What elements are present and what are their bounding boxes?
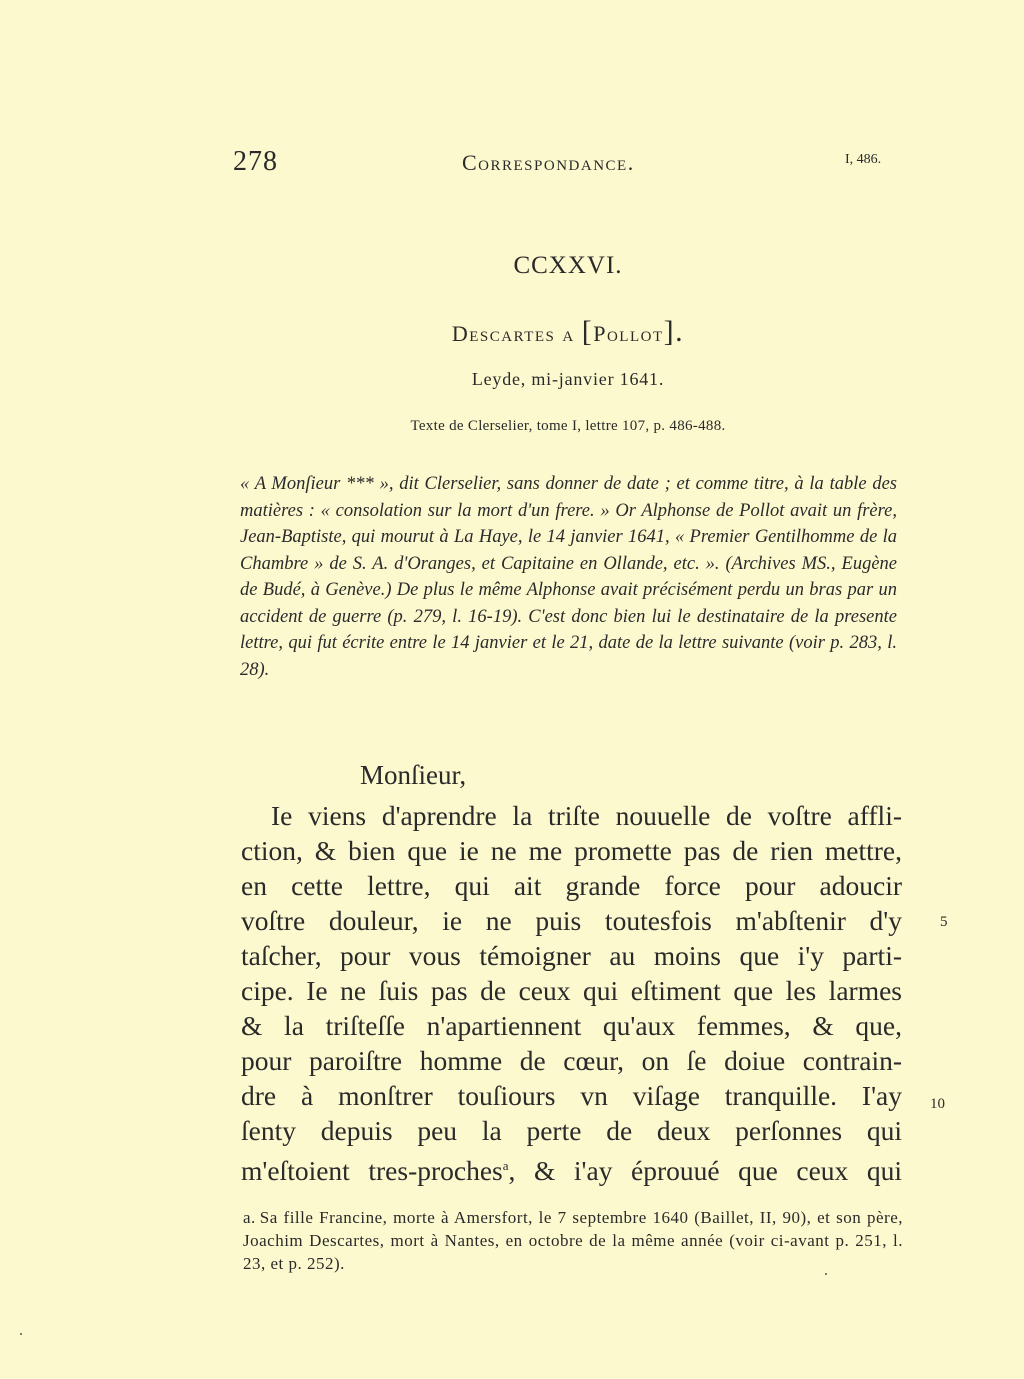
body-line-8: pour paroiſtre homme de cœur, on ſe doiue contrain- — [241, 1045, 902, 1076]
letter-number: CCXXVI. — [513, 252, 623, 279]
scan-speck — [825, 1273, 827, 1275]
page-reference: I, 486. — [845, 152, 882, 167]
page-number: 278 — [233, 146, 278, 177]
bracket-open: [ — [581, 315, 594, 348]
footnote-ref: a — [502, 1158, 509, 1173]
body-line-7: & la triſteſſe n'apartiennent qu'aux femmes, & que, — [241, 1010, 902, 1041]
footnote-marker: a. — [243, 1208, 256, 1227]
body-line-2: ction, & bien que ie ne me promette pas de rien mettre, — [241, 835, 902, 866]
letter-title-prefix: Descartes a — [451, 321, 575, 346]
body-line-6: cipe. Ie ne ſuis pas de ceux qui eſtiment que les larmes — [241, 975, 902, 1006]
body-line-5: taſcher, pour vous témoigner au moins que i'y parti- — [241, 940, 902, 971]
letter-recipient: Pollot — [593, 321, 664, 346]
line-number-5: 5 — [940, 914, 948, 930]
body-line-3: en cette lettre, qui ait grande force pour adoucir — [241, 870, 902, 901]
body-line-10: ſenty depuis peu la perte de deux perſonnes qui — [241, 1115, 902, 1146]
footnote — [243, 1206, 903, 1275]
body-line-11-start: m'eſtoient tres-proches — [241, 1155, 503, 1187]
bracket-close: ]. — [663, 315, 685, 348]
letter-place-date: Leyde, mi-janvier 1641. — [471, 369, 665, 389]
running-title: Correspondance. — [462, 150, 635, 175]
body-line-1: Ie viens d'aprendre la triſte nouuelle de voſtre affli- — [271, 800, 902, 831]
letter-title — [0, 315, 1024, 349]
footnote-text: Sa fille Francine, morte à Amersfort, le 7 septembre 1640 (Baillet, II, 90), et son père, Joachim Descartes, mort à Nantes, en octobre de la même année (voir ci-avant p. 251, l. 23, et p. 252). — [243, 1208, 903, 1273]
body-line-11 — [241, 1149, 902, 1188]
line-number-10: 10 — [930, 1096, 945, 1112]
body-line-4: voſtre douleur, ie ne puis toutesfois m'abſtenir d'y — [241, 905, 902, 936]
salutation: Monſieur, — [360, 760, 467, 790]
text-source: Texte de Clerselier, tome I, lettre 107, p. 486-488. — [410, 418, 726, 434]
body-line-11-end: , & i'ay éprouué que ceux qui — [508, 1155, 902, 1187]
editorial-note: « A Monſieur *** », dit Clerselier, sans donner de date ; et comme titre, à la table des matières : « consolation sur la mort d'un frere. » Or Alphonse de Pollot avait un frère, Jean-Baptiste, qui mourut à La Haye, le 14 janvier 1641, « Premier Gentilhomme de la Chambre » de S. A. d'Oranges, et Capitaine en Ollande, etc. ». (Archives MS., Eugène de Budé, à Genève.) De plus le même Alphonse avait précisément perdu un bras par un accident de guerre (p. 279, l. 16-19). C'est donc bien lui le destinataire de la presente lettre, qui fut écrite entre le 14 janvier et le 21, date de la lettre suivante (voir p. 283, l. 28). — [240, 474, 897, 680]
body-line-9: dre à monſtrer touſiours vn viſage tranquille. I'ay — [241, 1080, 902, 1111]
scan-speck — [20, 1333, 22, 1335]
